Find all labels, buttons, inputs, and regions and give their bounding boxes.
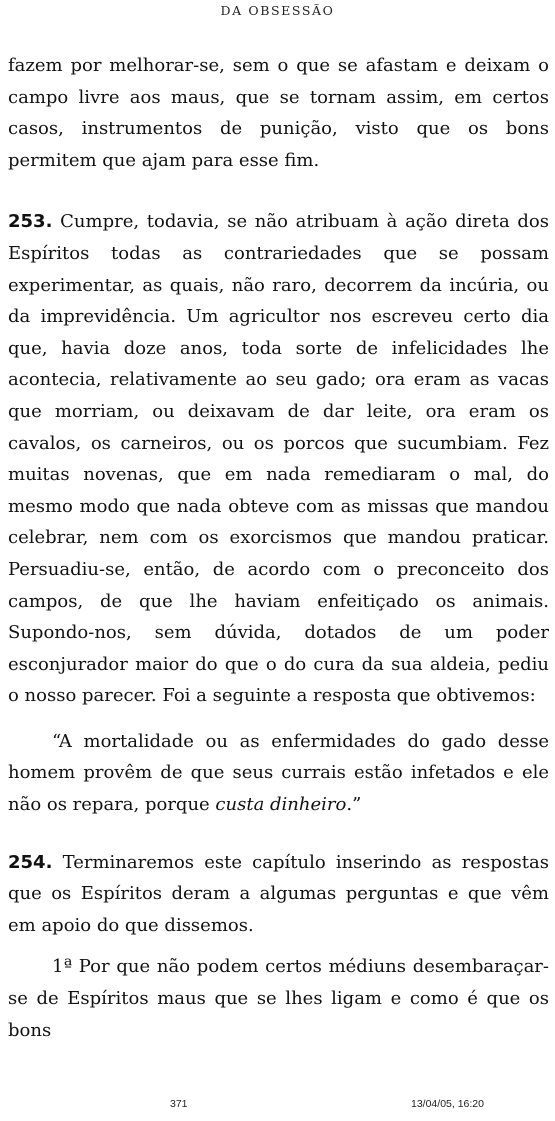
section-number-254: 254. [8, 851, 53, 873]
print-timestamp: 13/04/05, 16:20 [411, 1098, 484, 1110]
quote-close-mark: .” [346, 794, 362, 816]
page-number: 371 [170, 1098, 188, 1110]
question-1 [8, 951, 549, 1046]
paragraph-continuation: fazem por melhorar-se, sem o que se afastam e deixam o campo livre aos maus, que se tornam assim, em certos casos, instrumentos de punição, visto que os bons permitem que ajam para esse fim. [8, 55, 549, 171]
section-number-253: 253. [8, 211, 53, 233]
section-254 [8, 847, 549, 942]
question-1-text: Por que não podem certos médiuns desembaraçar-se de Espíritos maus que se lhes ligam e como é que os bons [8, 956, 549, 1041]
quote-emphasis: custa dinheiro [215, 794, 347, 816]
section-253-text: Cumpre, todavia, se não atribuam à ação direta dos Espíritos todas as contrariedades que se possam experimentar, as quais, não raro, decorrem da incúria, ou da imprevidência. Um agricultor nos escreveu certo dia que, havia doze anos, toda sorte de infelicidades lhe acontecia, relativamente ao seu gado; ora eram as vacas que morriam, ou deixavam de dar leite, ora eram os cavalos, os carneiros, ou os porcos que sucumbiam. Fez muitas novenas, que em nada remediaram o mal, do mesmo modo que nada obteve com as missas que mandou celebrar, nem com os exorcismos que mandou praticar. Persuadiu-se, então, de acordo com o preconceito dos campos, de que lhe haviam enfeitiçado os animais. Supondo-nos, sem dúvida, dotados de um poder esconjurador maior do que o do cura da sua aldeia, pediu o nosso parecer. Foi a seguinte a resposta que obtivemos: [8, 211, 549, 707]
question-1-label: 1ª [52, 956, 73, 978]
quote-text: A mortalidade ou as enfermidades do gado desse homem provêm de que seus currais estão infetados e ele não os repara, porque [8, 730, 549, 816]
section-spacer [8, 176, 549, 206]
spirit-answer-quote [8, 726, 549, 821]
section-253 [8, 206, 549, 712]
quote-open-mark: “ [52, 730, 59, 752]
running-header: DA OBSESSÃO [220, 3, 335, 18]
section-254-text: Terminaremos este capítulo inserindo as respostas que os Espíritos deram a algumas perguntas e que vêm em apoio do que dissemos. [8, 851, 549, 936]
page-body [8, 50, 549, 1046]
section-spacer [8, 821, 549, 847]
